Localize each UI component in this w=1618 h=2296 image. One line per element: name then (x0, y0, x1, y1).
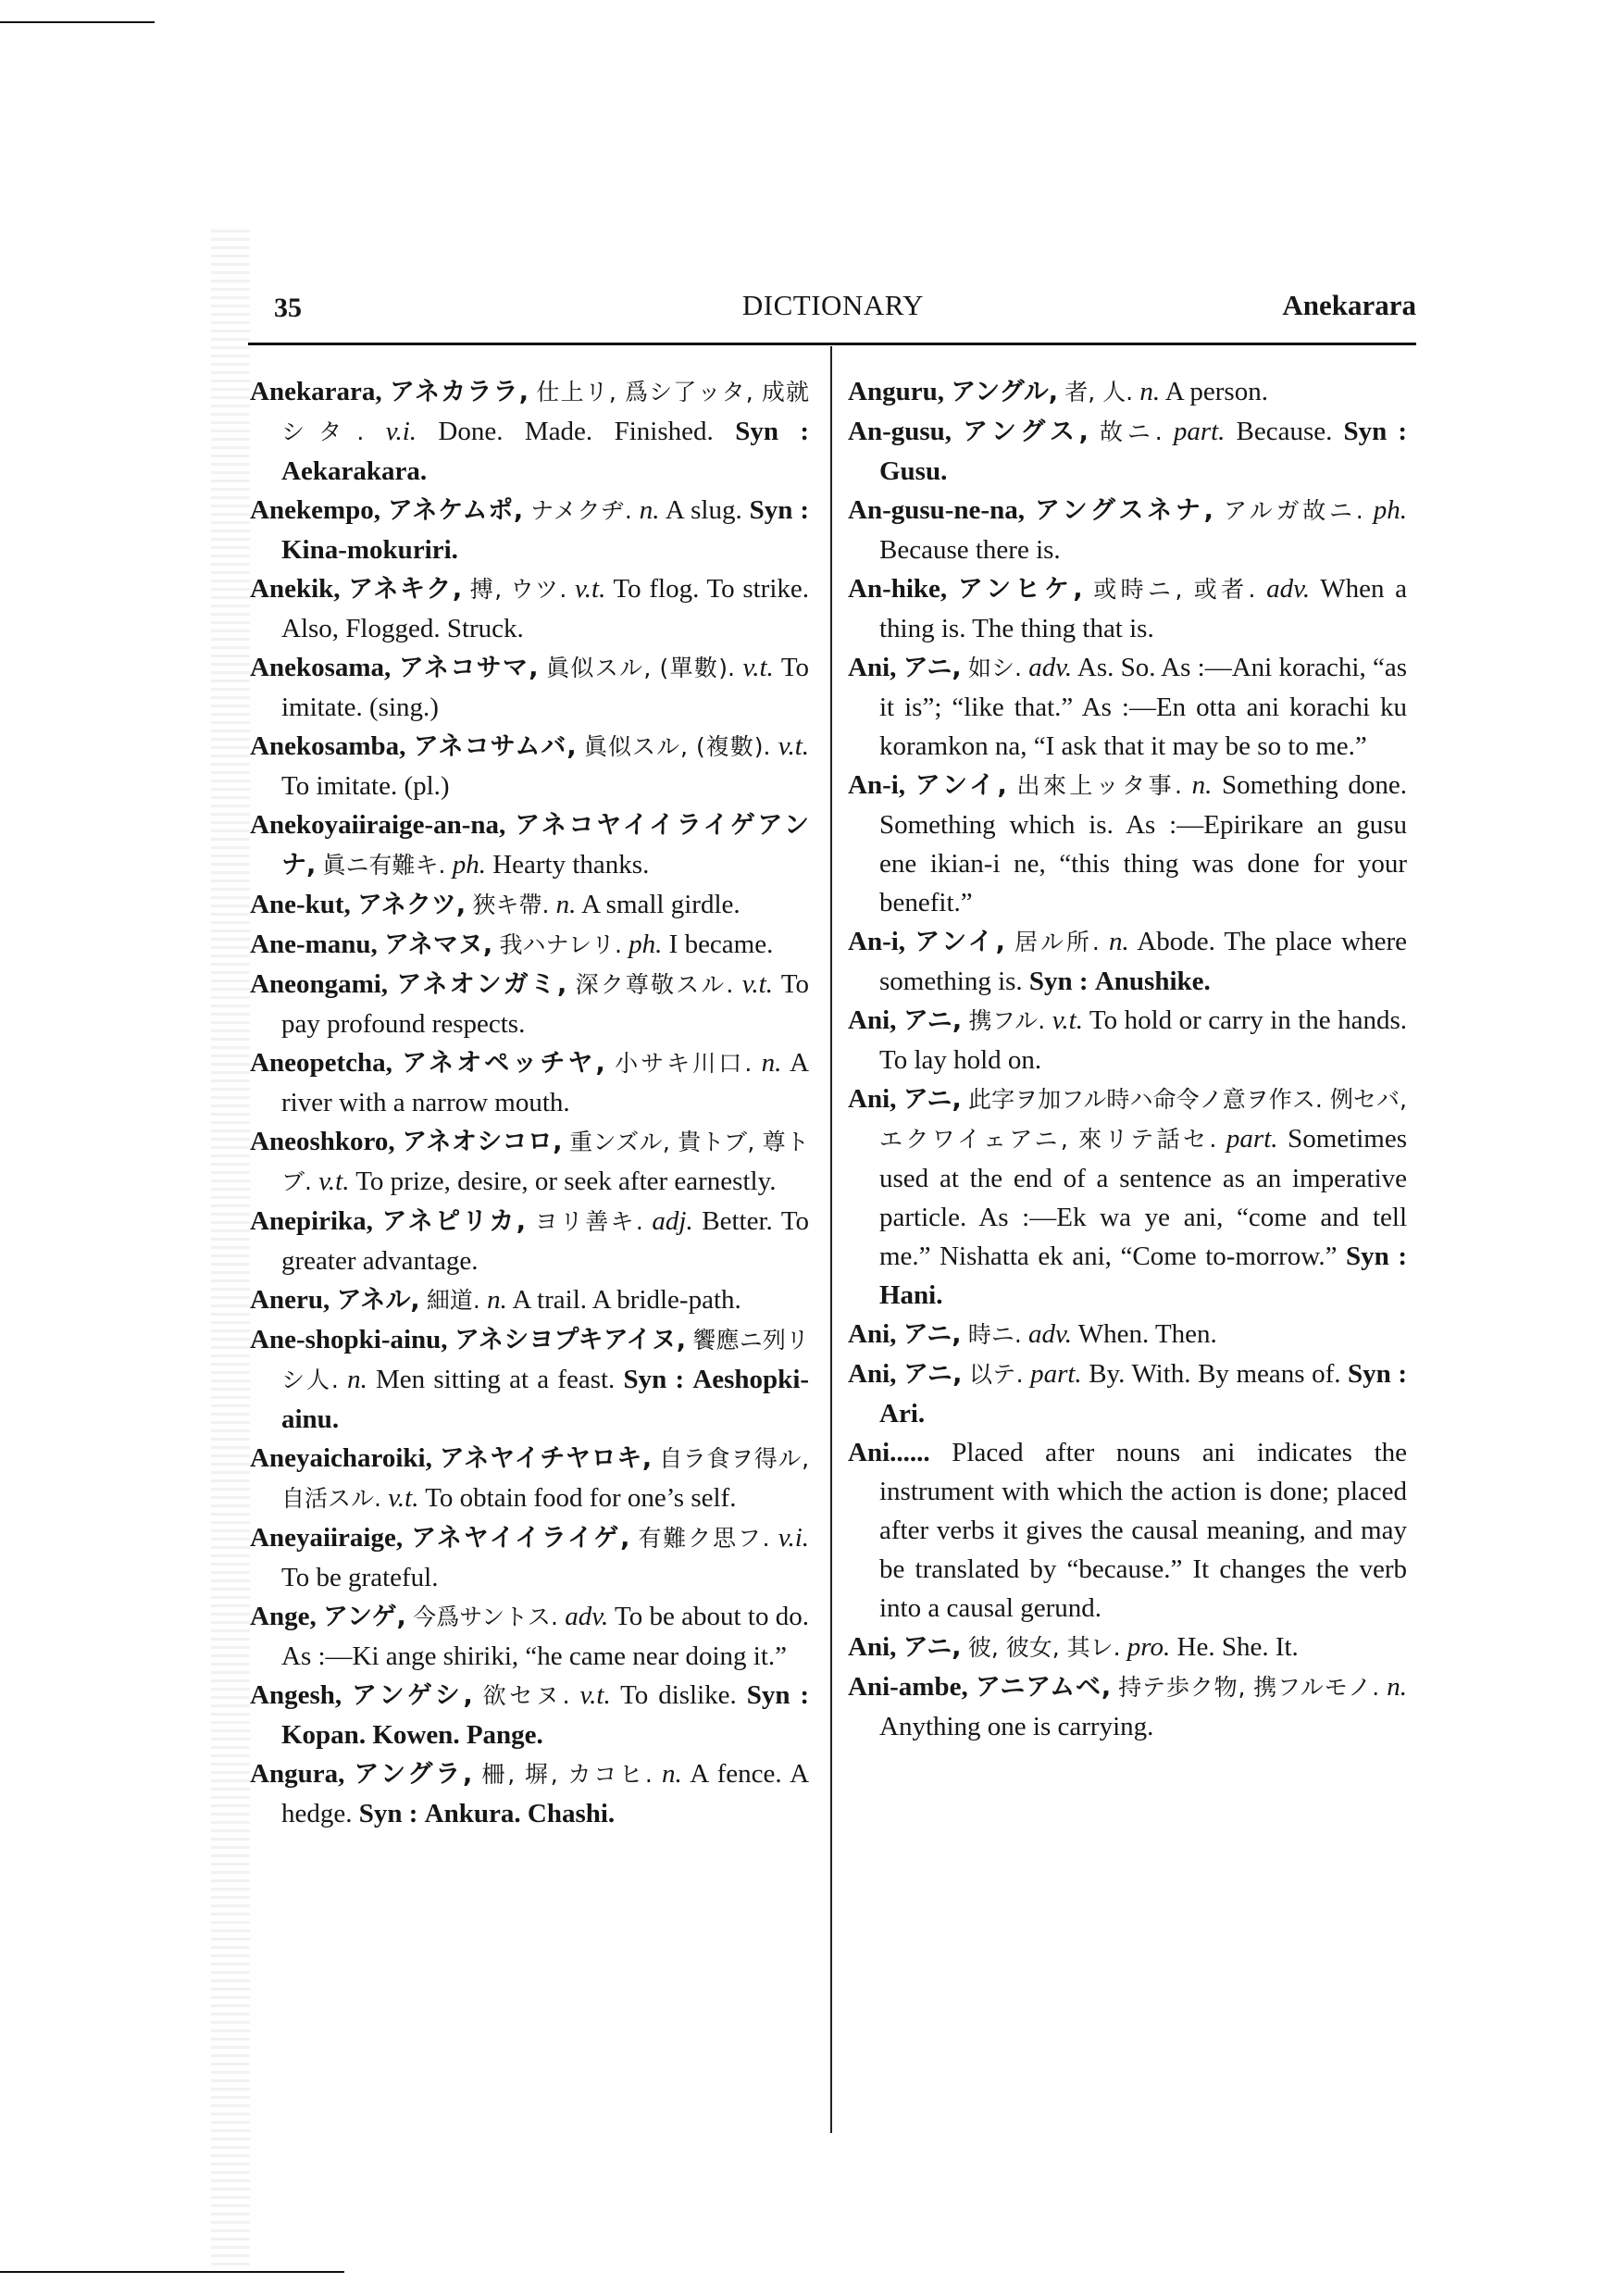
entry-japanese-gloss: 欲セヌ. (482, 1682, 570, 1709)
entry-japanese-gloss: 仕上リ, 爲シ了ッタ, 成就シタ. (281, 379, 810, 445)
dictionary-entry (250, 569, 809, 648)
entry-kana: アネキク, (348, 575, 463, 604)
entry-definition: He. She. It. (1176, 1632, 1299, 1662)
entry-kana: アネル, (336, 1286, 420, 1315)
entry-headword: Ane-kut, (250, 890, 351, 919)
entry-headword: An-hike, (848, 574, 948, 604)
dictionary-entry (848, 372, 1407, 412)
entry-definition: A small girdle. (581, 890, 741, 919)
entry-part-of-speech: n. (347, 1365, 367, 1394)
dictionary-entry (848, 648, 1407, 766)
entry-part-of-speech: part. (1226, 1124, 1278, 1154)
entry-kana: アンイ, (915, 771, 1007, 800)
entry-kana: アネヤイイライゲ, (411, 1524, 630, 1553)
entry-japanese-gloss: 眞ニ有難キ. (322, 852, 446, 879)
entry-kana: アニ, (902, 1360, 963, 1389)
entry-part-of-speech: pro. (1126, 1632, 1171, 1662)
entry-synonym: Gusu. (879, 456, 948, 486)
entry-japanese-gloss: 眞似スル, (單數). (546, 655, 735, 681)
dictionary-entry (848, 1315, 1407, 1354)
entry-kana: アネオペッチヤ, (402, 1049, 605, 1078)
entry-headword: Ange, (250, 1602, 317, 1631)
entry-kana: アニ, (902, 1006, 963, 1035)
entry-japanese-gloss: 時ニ. (967, 1321, 1022, 1348)
entry-part-of-speech: adv. (1266, 574, 1311, 604)
entry-headword: Aneoshkoro, (250, 1127, 395, 1156)
entry-part-of-speech: v.t. (575, 574, 606, 604)
entry-headword: Ani, (848, 1319, 897, 1349)
entry-definition: To be grateful. (281, 1563, 439, 1592)
entry-definition: To flog. To strike. Also, Flogged. Struck. (281, 574, 810, 643)
entry-kana: アネシヨプキアイヌ, (454, 1326, 686, 1354)
entry-headword: An-gusu, (848, 417, 952, 446)
dictionary-entry (848, 922, 1407, 1001)
entry-japanese-gloss: 或時ニ, 或者. (1093, 576, 1256, 603)
entry-part-of-speech: v.t. (741, 969, 773, 999)
entry-headword: An-i, (848, 770, 906, 800)
entry-part-of-speech: v.t. (388, 1483, 419, 1513)
entry-japanese-gloss: 今爲サントス. (413, 1603, 558, 1630)
entry-japanese-gloss: 小サキ川口. (615, 1050, 753, 1077)
dictionary-entry (250, 1320, 809, 1439)
entry-japanese-gloss: 持テ歩ク物, 携フルモノ. (1118, 1674, 1380, 1701)
dictionary-entry (250, 1122, 809, 1202)
entry-kana: アンゲシ, (352, 1681, 473, 1710)
dictionary-entry (848, 1628, 1407, 1667)
entry-part-of-speech: v.t. (318, 1167, 350, 1196)
entry-part-of-speech: n. (1108, 927, 1129, 956)
entry-kana: アングラ, (354, 1760, 473, 1789)
entry-definition: To obtain food for one’s self. (425, 1483, 737, 1513)
entry-headword: Anepirika, (250, 1206, 373, 1236)
entry-synonym: Kina-mokuriri. (281, 535, 458, 565)
entry-japanese-gloss: 此字ヲ加フル時ハ命令ノ意ヲ作ス. 例セバ, エクワイェアニ, 來リテ話セ. (879, 1086, 1407, 1153)
entry-part-of-speech: ph. (1373, 495, 1408, 525)
entry-part-of-speech: n. (1387, 1672, 1408, 1702)
entry-part-of-speech: n. (1191, 770, 1213, 800)
entry-japanese-gloss: 狹キ帶. (472, 892, 550, 918)
dictionary-entry (250, 885, 809, 925)
entry-kana: アングス, (963, 418, 1089, 446)
entry-kana: アンゲ, (323, 1603, 406, 1631)
dictionary-entry (848, 1667, 1407, 1746)
entry-definition: When. Then. (1077, 1319, 1217, 1349)
entry-part-of-speech: v.t. (579, 1680, 611, 1710)
entry-japanese-gloss: 細道. (426, 1287, 480, 1314)
dictionary-entry (848, 1433, 1407, 1628)
entry-headword: Aneyaicharoiki, (250, 1443, 432, 1473)
dictionary-entry (848, 412, 1407, 491)
entry-headword: Ani, (848, 1359, 897, 1389)
entry-kana: アネケムポ, (387, 496, 524, 525)
entry-synonym: Aekarakara. (281, 456, 428, 486)
entry-part-of-speech: n. (555, 890, 577, 919)
entry-definition: A fence. A hedge. (281, 1759, 810, 1828)
dictionary-entry (848, 1001, 1407, 1079)
entry-headword: Ani, (848, 1632, 897, 1662)
entry-part-of-speech: adv. (1028, 1319, 1072, 1349)
dictionary-entry (250, 372, 809, 491)
entry-headword: An-gusu-ne-na, (848, 495, 1025, 525)
entry-part-of-speech: v.t. (1052, 1005, 1083, 1035)
entry-definition: To hold or carry in the hands. To lay hold on. (879, 1005, 1408, 1075)
entry-definition: By. With. By means of. (1089, 1359, 1341, 1389)
entry-headword: An-i, (848, 927, 906, 956)
entry-definition: A river with a narrow mouth. (281, 1048, 810, 1117)
entry-part-of-speech: v.t. (778, 731, 810, 761)
entry-headword: Anekoyaiiraige-an-na, (250, 810, 506, 840)
entry-definition: When a thing is. The thing that is. (879, 574, 1408, 643)
entry-kana: アネオシコロ, (402, 1128, 563, 1156)
entry-japanese-gloss: ナメクヂ. (530, 497, 632, 524)
dictionary-entry (848, 1079, 1407, 1315)
entry-synonym: Anushike. (1094, 967, 1211, 996)
dictionary-entry (250, 491, 809, 569)
dictionary-entry (250, 648, 809, 727)
entry-definition: Done. Made. Finished. (438, 417, 714, 446)
entry-headword: Aneopetcha, (250, 1048, 392, 1078)
entry-headword: Anekosama, (250, 653, 392, 682)
entry-japanese-gloss: ヨリ善キ. (534, 1208, 643, 1235)
dictionary-entry (848, 569, 1407, 648)
entry-part-of-speech: v.i. (778, 1523, 809, 1553)
entry-part-of-speech: part. (1173, 417, 1226, 446)
entry-japanese-gloss: 彼, 彼女, 其レ. (967, 1634, 1121, 1661)
entry-definition: A slug. (665, 495, 742, 525)
entry-kana: アニアムベ, (975, 1673, 1112, 1702)
entry-headword: Ani, (848, 1005, 897, 1035)
entry-japanese-gloss: 我ハナレリ. (499, 931, 622, 958)
entry-headword: Anekempo, (250, 495, 380, 525)
entry-definition: Placed after nouns ani indicates the instrument with which the action is done; placed after verbs it gives the causal meaning, and may be translated by “because.” It changes the verb into a causal gerund. (879, 1438, 1407, 1623)
entry-syn-label: Syn : (1346, 1242, 1408, 1271)
entry-definition: A trail. A bridle-path. (512, 1285, 741, 1315)
entry-kana: アングスネナ, (1034, 496, 1214, 525)
right-column (848, 372, 1407, 1746)
entry-headword: Aneru, (250, 1285, 330, 1315)
entry-japanese-gloss: 居ル所. (1014, 929, 1100, 955)
entry-syn-label: Syn : (746, 1680, 810, 1710)
entry-synonym: Hani. (879, 1280, 943, 1310)
entry-definition: Anything one is carrying. (879, 1712, 1154, 1741)
running-title: DICTIONARY (741, 289, 925, 321)
entry-syn-label: Syn : (623, 1365, 685, 1394)
entry-kana: アネマヌ, (384, 930, 493, 959)
scan-margin-shade (211, 230, 250, 2266)
dictionary-entry (250, 965, 809, 1043)
entry-headword: Ani, (848, 653, 897, 682)
entry-japanese-gloss: 自ラ食ヲ得ル, 自活スル. (281, 1445, 810, 1512)
entry-part-of-speech: n. (761, 1048, 782, 1078)
entry-definition: I became. (668, 930, 774, 959)
entry-kana: アネピリカ, (381, 1207, 527, 1236)
dictionary-entry (250, 1280, 809, 1320)
header-rule (248, 343, 1416, 345)
entry-definition: Men sitting at a feast. (376, 1365, 616, 1394)
running-head: Anekarara (1282, 289, 1416, 321)
entry-japanese-gloss: 者, 人. (1064, 379, 1134, 406)
entry-kana: アネクツ, (357, 891, 467, 919)
entry-part-of-speech: n. (487, 1285, 507, 1315)
entry-definition: To pay profound respects. (281, 969, 810, 1039)
entry-kana: アネコサムバ, (413, 732, 577, 761)
page-header (250, 289, 1416, 326)
entry-headword: Anekik, (250, 574, 341, 604)
entry-japanese-gloss: 饗應ニ列リシ人. (281, 1327, 810, 1393)
entry-definition: To imitate. (pl.) (281, 771, 450, 801)
dictionary-entry (848, 491, 1407, 569)
entry-japanese-gloss: 搏, ウツ. (469, 576, 567, 603)
entry-headword: Ani...... (848, 1438, 930, 1467)
entry-synonym: Aeshopki-ainu. (281, 1365, 810, 1434)
entry-syn-label: Syn : (1343, 417, 1408, 446)
entry-definition: To imitate. (sing.) (281, 653, 810, 722)
entry-definition: Because there is. (879, 535, 1061, 565)
entry-headword: Ane-shopki-ainu, (250, 1325, 448, 1354)
entry-japanese-gloss: 重ンズル, 貴トブ, 尊トブ. (281, 1129, 809, 1195)
corner-rule-bottom (0, 2271, 344, 2273)
entry-japanese-gloss: 如シ. (967, 655, 1022, 681)
entry-headword: Anekarara, (250, 377, 382, 406)
entry-kana: アニ, (902, 1633, 962, 1662)
entry-definition: Hearty thanks. (492, 850, 650, 880)
dictionary-entry (250, 1676, 809, 1754)
dictionary-entry (250, 1439, 809, 1518)
entry-definition: To be about to do. As :—Ki ange shiriki, “he came near doing it.” (281, 1602, 810, 1671)
entry-definition: As. So. As :—Ani korachi, “as it is”; “like that.” As :—En otta ani korachi ku koramkon na, “I ask that it may be so to me.” (879, 653, 1408, 761)
column-divider (830, 346, 832, 2133)
entry-part-of-speech: adv. (565, 1602, 609, 1631)
corner-rule-top (0, 21, 155, 23)
entry-definition: A person. (1164, 377, 1268, 406)
entry-part-of-speech: ph. (629, 930, 663, 959)
entry-japanese-gloss: 出來上ッタ事. (1016, 772, 1182, 799)
entry-japanese-gloss: アルガ故ニ. (1223, 497, 1363, 524)
entry-kana: アネヤイチヤロキ, (439, 1444, 653, 1473)
dictionary-entry (848, 766, 1407, 922)
left-column (250, 372, 809, 1833)
entry-kana: アネオンガミ, (396, 970, 567, 999)
entry-kana: アニ, (902, 1320, 962, 1349)
entry-part-of-speech: adj. (652, 1206, 693, 1236)
entry-syn-label: Syn : (1028, 967, 1089, 996)
entry-japanese-gloss: 携フル. (968, 1007, 1046, 1034)
entry-headword: Ane-manu, (250, 930, 378, 959)
dictionary-entry (250, 1754, 809, 1833)
entry-syn-label: Syn : (1348, 1359, 1408, 1389)
dictionary-entry (250, 1043, 809, 1122)
entry-headword: Ani-ambe, (848, 1672, 968, 1702)
entry-japanese-gloss: 深ク尊敬スル. (575, 971, 734, 998)
entry-definition: To prize, desire, or seek after earnestly. (355, 1167, 777, 1196)
dictionary-entry (250, 805, 809, 885)
entry-part-of-speech: n. (661, 1759, 682, 1789)
entry-syn-label: Syn : (358, 1799, 418, 1828)
entry-kana: アングル, (951, 378, 1059, 406)
entry-part-of-speech: ph. (452, 850, 486, 880)
entry-kana: アンヒケ, (957, 575, 1083, 604)
dictionary-entry (848, 1354, 1407, 1433)
entry-part-of-speech: part. (1030, 1359, 1082, 1389)
entry-part-of-speech: n. (639, 495, 660, 525)
entry-definition: Something done. Something which is. As :—Epirikare an gusu ene ikian-i ne, “this thing was done for your benefit.” (879, 770, 1408, 917)
dictionary-entry (250, 1202, 809, 1280)
entry-headword: Angura, (250, 1759, 345, 1789)
page-number: 35 (274, 293, 302, 323)
entry-kana: アンイ, (915, 928, 1005, 956)
entry-kana: アニ, (902, 1085, 962, 1114)
entry-headword: Aneyaiiraige, (250, 1523, 404, 1553)
dictionary-entry (250, 925, 809, 965)
entry-headword: Anekosamba, (250, 731, 406, 761)
entry-headword: Aneongami, (250, 969, 389, 999)
entry-part-of-speech: n. (1139, 377, 1161, 406)
entry-definition: Sometimes used at the end of a sentence as an imperative particle. As :—Ek wa ye ani, “come and tell me.” Nishatta ek ani, “Come to-morrow.” (879, 1124, 1408, 1271)
entry-japanese-gloss: 柵, 塀, カコヒ. (481, 1761, 653, 1788)
entry-kana: アネコヤイイライゲアンナ, (281, 811, 809, 880)
entry-kana: アネカララ, (390, 378, 529, 406)
entry-synonym: Ankura. Chashi. (424, 1799, 616, 1828)
entry-kana: アニ, (902, 654, 962, 682)
entry-definition: To dislike. (620, 1680, 737, 1710)
entry-synonym: Kopan. Kowen. Pange. (281, 1720, 543, 1750)
entry-syn-label: Syn : (735, 417, 810, 446)
entry-definition: Abode. The place where something is. (879, 927, 1408, 996)
entry-kana: アネコサマ, (398, 654, 539, 682)
entry-headword: Anguru, (848, 377, 944, 406)
entry-japanese-gloss: 故ニ. (1100, 418, 1163, 445)
entry-syn-label: Syn : (749, 495, 810, 525)
entry-headword: Ani, (848, 1084, 897, 1114)
entry-definition: Better. To greater advantage. (281, 1206, 810, 1276)
entry-japanese-gloss: 以テ. (968, 1361, 1024, 1388)
dictionary-entry (250, 1518, 809, 1597)
entry-synonym: Ari. (879, 1399, 926, 1429)
dictionary-entry (250, 1597, 809, 1676)
entry-japanese-gloss: 眞似スル, (複數). (583, 733, 771, 760)
entry-japanese-gloss: 有難ク思フ. (638, 1525, 770, 1552)
entry-part-of-speech: adv. (1028, 653, 1073, 682)
entry-definition: Because. (1236, 417, 1333, 446)
entry-part-of-speech: v.t. (742, 653, 774, 682)
entry-part-of-speech: v.i. (385, 417, 417, 446)
dictionary-entry (250, 727, 809, 805)
entry-headword: Angesh, (250, 1680, 342, 1710)
